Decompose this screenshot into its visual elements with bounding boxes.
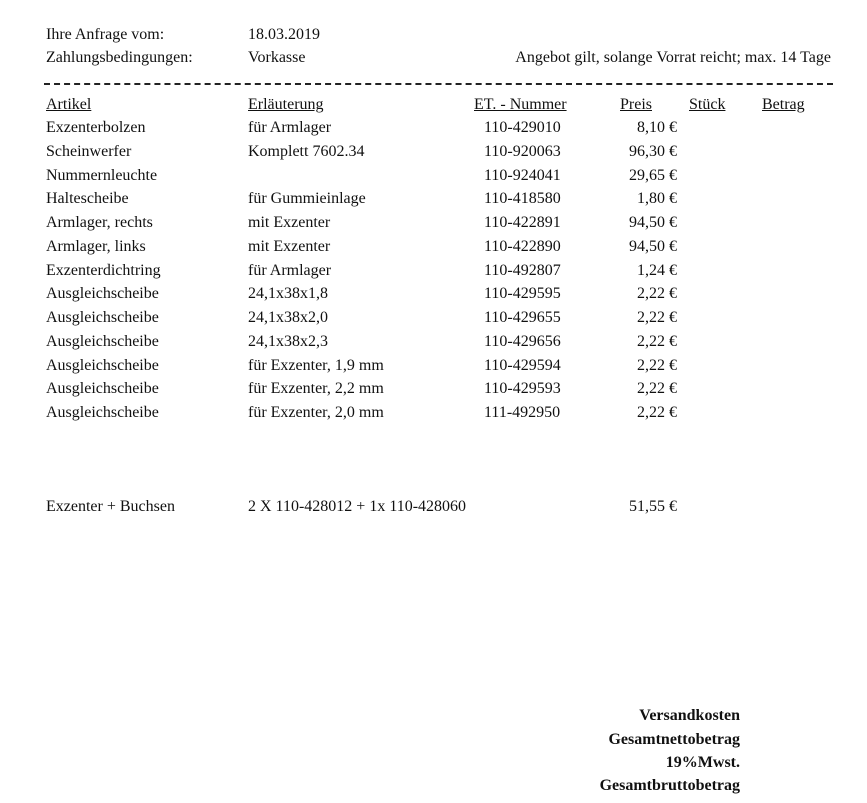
- cell-part-number: 110-429594: [484, 356, 561, 374]
- cell-price: 1,24 €: [637, 261, 677, 279]
- table-row: [0, 284, 867, 304]
- bundle-article: Exzenter + Buchsen: [46, 498, 175, 515]
- gross-total-label: Gesamtbruttobetrag: [599, 777, 740, 794]
- cell-part-number: 110-429656: [484, 332, 561, 350]
- cell-article: Ausgleichscheibe: [46, 332, 159, 350]
- bundle-row: [0, 497, 867, 517]
- cell-part-number: 110-429010: [484, 119, 561, 136]
- cell-part-number: 110-422890: [484, 237, 561, 255]
- table-row: [0, 189, 867, 209]
- column-header-article: Artikel: [46, 96, 92, 113]
- cell-price: 2,22 €: [637, 404, 677, 421]
- table-row: [0, 379, 867, 399]
- cell-explanation: 24,1x38x2,0: [248, 309, 328, 326]
- cell-part-number: 111-492950: [484, 404, 561, 421]
- cell-article: Nummernleuchte: [46, 166, 158, 184]
- cell-price: 94,50 €: [629, 237, 677, 255]
- cell-article: Exzenterdichtring: [46, 261, 161, 279]
- payment-value: Vorkasse: [248, 49, 306, 66]
- cell-article: Scheinwerfer: [46, 142, 132, 160]
- cell-article: Ausgleichscheibe: [46, 356, 159, 374]
- shipping-label: Versandkosten: [639, 707, 740, 724]
- table-row: [0, 118, 867, 138]
- dashed-divider: [44, 83, 833, 85]
- cell-explanation: mit Exzenter: [248, 214, 331, 231]
- table-row: [0, 166, 867, 186]
- cell-part-number: 110-429595: [484, 285, 561, 303]
- vat-label: 19%Mwst.: [665, 754, 740, 771]
- cell-part-number: 110-429655: [484, 309, 561, 326]
- cell-price: 2,22 €: [637, 309, 677, 326]
- cell-explanation: für Armlager: [248, 261, 332, 279]
- cell-part-number: 110-920063: [484, 142, 561, 160]
- cell-explanation: für Exzenter, 2,2 mm: [248, 380, 384, 398]
- cell-price: 94,50 €: [629, 214, 677, 231]
- cell-article: Exzenterbolzen: [46, 119, 146, 136]
- column-header-part-number: ET. - Nummer: [474, 96, 567, 113]
- cell-price: 29,65 €: [629, 166, 677, 184]
- cell-part-number: 110-492807: [484, 261, 561, 279]
- cell-article: Ausgleichscheibe: [46, 380, 159, 398]
- cell-explanation: für Gummieinlage: [248, 190, 366, 208]
- table-row: [0, 308, 867, 328]
- request-date: 18.03.2019: [248, 26, 320, 43]
- cell-part-number: 110-924041: [484, 166, 561, 184]
- table-row: [0, 237, 867, 257]
- net-total-label: Gesamtnettobetrag: [608, 731, 740, 748]
- table-row: [0, 356, 867, 376]
- table-row: [0, 213, 867, 233]
- cell-price: 2,22 €: [637, 285, 677, 303]
- cell-price: 2,22 €: [637, 356, 677, 374]
- payment-label: Zahlungsbedingungen:: [46, 49, 193, 66]
- cell-explanation: für Armlager: [248, 119, 332, 136]
- column-header-amount: Betrag: [762, 96, 805, 113]
- cell-article: Ausgleichscheibe: [46, 309, 159, 326]
- cell-explanation: Komplett 7602.34: [248, 142, 365, 160]
- bundle-price: 51,55 €: [629, 498, 677, 515]
- cell-article: Haltescheibe: [46, 190, 129, 208]
- column-header-explanation: Erläuterung: [248, 96, 324, 113]
- table-row: [0, 261, 867, 281]
- validity-note: Angebot gilt, solange Vorrat reicht; max. 14 Tage: [515, 49, 831, 66]
- cell-part-number: 110-422891: [484, 214, 561, 231]
- cell-article: Armlager, links: [46, 237, 146, 255]
- cell-price: 1,80 €: [637, 190, 677, 208]
- cell-part-number: 110-429593: [484, 380, 561, 398]
- column-header-quantity: Stück: [689, 96, 726, 113]
- cell-explanation: 24,1x38x1,8: [248, 285, 328, 303]
- bundle-explanation: 2 X 110-428012 + 1x 110-428060: [248, 498, 467, 515]
- cell-article: Ausgleichscheibe: [46, 404, 159, 421]
- table-row: [0, 332, 867, 352]
- cell-price: 96,30 €: [629, 142, 677, 160]
- request-label: Ihre Anfrage vom:: [46, 26, 165, 43]
- cell-price: 2,22 €: [637, 332, 677, 350]
- cell-price: 2,22 €: [637, 380, 677, 398]
- cell-explanation: mit Exzenter: [248, 237, 331, 255]
- column-header-price: Preis: [620, 96, 652, 113]
- table-row: [0, 142, 867, 162]
- cell-part-number: 110-418580: [484, 190, 561, 208]
- cell-article: Armlager, rechts: [46, 214, 153, 231]
- cell-article: Ausgleichscheibe: [46, 285, 159, 303]
- cell-explanation: für Exzenter, 1,9 mm: [248, 356, 384, 374]
- cell-price: 8,10 €: [637, 119, 677, 136]
- cell-explanation: für Exzenter, 2,0 mm: [248, 404, 384, 421]
- cell-explanation: 24,1x38x2,3: [248, 332, 328, 350]
- table-row: [0, 403, 867, 423]
